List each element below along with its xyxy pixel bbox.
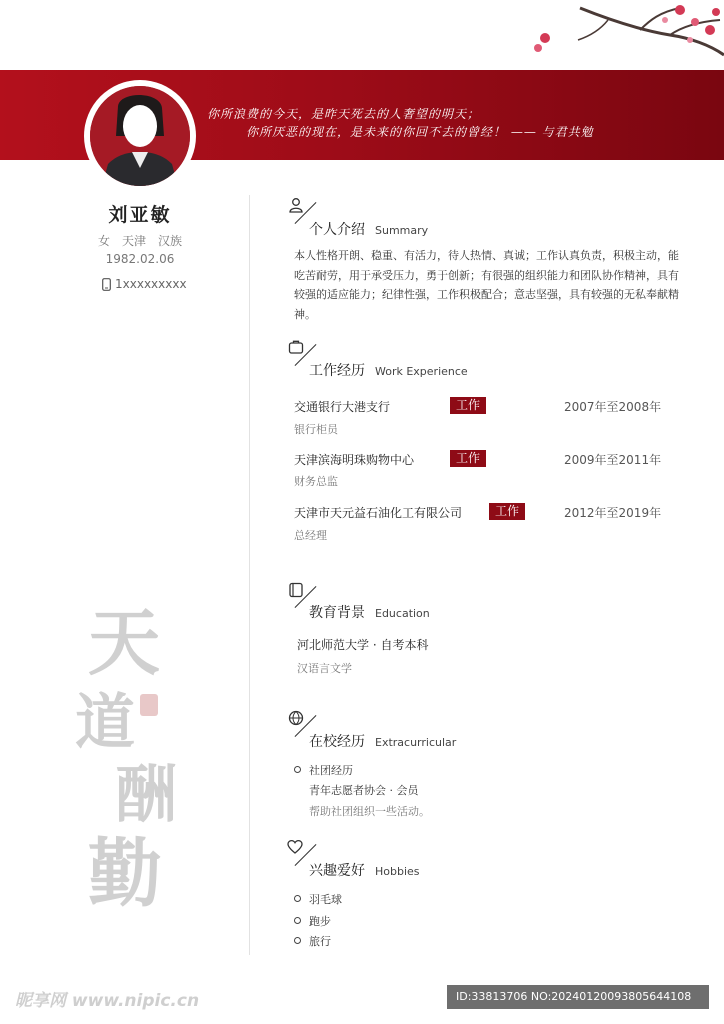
extracurricular-desc: 帮助社团组织一些活动。 [309, 805, 430, 818]
hobby-item: 跑步 [309, 915, 331, 928]
seal-stamp [140, 694, 158, 716]
book-icon [288, 582, 304, 598]
profile-phone [102, 277, 187, 291]
heart-icon [287, 839, 303, 855]
hobbies-title-en: Hobbies [375, 865, 420, 878]
list-bullet [294, 937, 301, 944]
job-tag: 工作 [450, 397, 486, 414]
calligraphy-char-1: 天 [88, 600, 161, 685]
education-title-cn: 教育背景 [309, 605, 365, 621]
summary-text: 本人性格开朗、稳重、有活力，待人热情、真诚；工作认真负责，积极主动，能吃苦耐劳，用于承受压力，勇于创新；有很强的组织能力和团队协作精神，具有较强的适应能力；纪律性强，工作积极配合；意志坚强，具有较强的无私奉献精神。 [294, 249, 679, 321]
basketball-icon [288, 710, 304, 726]
education-title-en: Education [375, 607, 430, 620]
profile-name: 刘亚敏 [108, 204, 172, 226]
column-divider [249, 195, 250, 955]
extracurricular-item: 社团经历 [309, 764, 353, 777]
summary-title-en: Summary [375, 224, 429, 237]
calligraphy-char-4: 勤 [88, 831, 162, 917]
list-bullet [294, 766, 301, 773]
education-school: 河北师范大学 · 自考本科 [297, 638, 429, 652]
job-company: 天津市天元益石油化工有限公司 [294, 506, 463, 520]
summary-title-cn: 个人介绍 [309, 222, 365, 238]
phone-icon [102, 278, 111, 291]
id-watermark-text: ID:33813706 NO:20240120093805644108 [456, 990, 692, 1003]
job-tag: 工作 [450, 450, 486, 467]
hobby-item: 旅行 [309, 935, 331, 948]
plum-blossom-decoration [520, 0, 724, 72]
experience-title-cn: 工作经历 [309, 363, 365, 379]
person-icon [288, 197, 304, 213]
summary-title [309, 219, 428, 239]
education-major: 汉语言文学 [297, 662, 352, 675]
extracurricular-title-cn: 在校经历 [309, 734, 365, 750]
calligraphy-char-3: 酬 [115, 758, 178, 831]
quote-line-1: 你所浪费的今天，是昨天死去的人奢望的明天； [207, 107, 481, 121]
job-company: 交通银行大港支行 [294, 400, 391, 414]
quote-line-2: 你所厌恶的现在，是未来的你回不去的曾经！ —— 与君共勉 [246, 125, 594, 139]
profile-details: 女 天津 汉族 [97, 234, 182, 248]
job-role: 财务总监 [294, 475, 338, 488]
extracurricular-title-en: Extracurricular [375, 736, 457, 749]
phone-number: 1xxxxxxxxx [115, 277, 187, 291]
site-watermark: 昵享网 www.nipic.cn [15, 991, 200, 1011]
job-period: 2009年至2011年 [564, 453, 662, 467]
hobbies-title [309, 860, 420, 880]
list-bullet [294, 917, 301, 924]
avatar [90, 86, 190, 186]
job-period: 2007年至2008年 [564, 400, 662, 414]
extracurricular-org: 青年志愿者协会 · 会员 [309, 784, 419, 797]
job-tag: 工作 [489, 503, 525, 520]
job-company: 天津滨海明珠购物中心 [294, 453, 415, 467]
list-bullet [294, 895, 301, 902]
job-role: 银行柜员 [294, 423, 338, 436]
hobbies-title-cn: 兴趣爱好 [309, 863, 365, 879]
experience-title-en: Work Experience [375, 365, 468, 378]
education-title [309, 602, 430, 622]
calligraphy-char-2: 道 [75, 688, 135, 758]
extracurricular-title [309, 731, 456, 751]
hobby-item: 羽毛球 [309, 893, 342, 906]
experience-title [309, 360, 468, 380]
briefcase-icon [288, 339, 304, 355]
job-period: 2012年至2019年 [564, 506, 662, 520]
job-role: 总经理 [294, 529, 327, 542]
profile-birth: 1982.02.06 [105, 252, 175, 266]
